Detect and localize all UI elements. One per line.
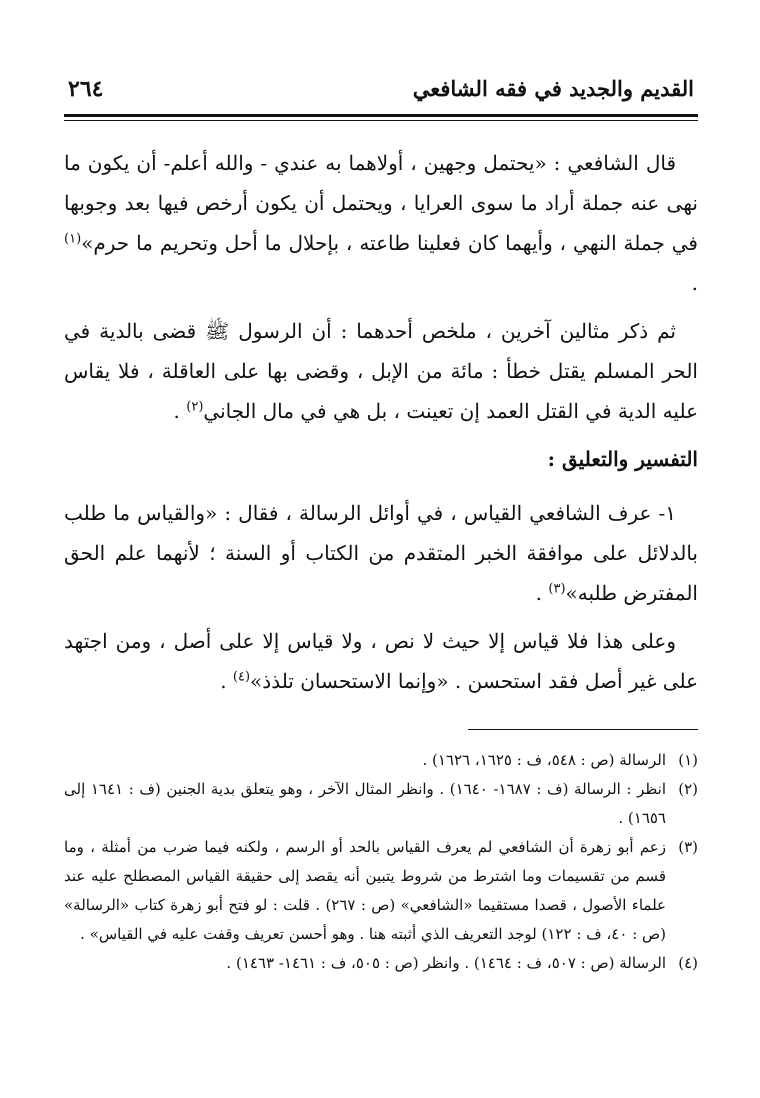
footnote: [64, 775, 698, 833]
main-text: [64, 143, 698, 701]
paragraph-text: قال الشافعي : «يحتمل وجهين ، أولاهما به عندي - والله أعلم- أن يكون ما نهى عنه جملة أراد ما سوى العرايا ، ويحتمل أن يكون أرخص فيها بعد وجوبها في جملة النهي ، وأيهما كان فعلينا طاعته ، بإحلال ما أحل وتحريم ما حرم»: [64, 151, 698, 255]
footnote-number: (١): [678, 751, 698, 769]
footnote: [64, 833, 698, 949]
footnote-ref: (٢): [186, 399, 204, 415]
book-page: [64, 66, 698, 978]
header-rule-thick: [64, 114, 698, 117]
page-number: ٢٦٤: [68, 76, 104, 102]
footnote-separator: [468, 729, 698, 730]
footnote-number: (٣): [678, 838, 698, 856]
paragraph: [64, 493, 698, 613]
header-rule-thin: [64, 120, 698, 121]
footnote-text: الرسالة (ص : ٥٠٧، ف : ١٤٦٤) . وانظر (ص : ٥٠٥، ف : ١٤٦١- ١٤٦٣) .: [226, 954, 666, 972]
paragraph-text: ١- عرف الشافعي القياس ، في أوائل الرسالة ، فقال : «والقياس ما طلب بالدلائل على موافقة الخبر المتقدم من الكتاب أو السنة ؛ لأنهما علم الحق المفترض طلبه»: [64, 501, 698, 605]
footnote-number: (٢): [678, 780, 698, 798]
footnote: [64, 949, 698, 978]
footnote-ref: (٤): [232, 669, 251, 685]
paragraph-text: ثم ذكر مثالين آخرين ، ملخص أحدهما : أن الرسول ﷺ قضى بالدية في الحر المسلم يقتل خطأ : مائة من الإبل ، وقضى بها على العاقلة ، فلا يقاس عليه الدية في القتل العمد إن تعينت ، بل هي في مال الجاني: [64, 319, 698, 423]
section-heading: التفسير والتعليق :: [547, 447, 698, 471]
paragraph: [64, 143, 698, 303]
paragraph: [64, 621, 698, 701]
footnote: [64, 746, 698, 775]
footnote-number: (٤): [678, 954, 698, 972]
paragraph-tail: .: [173, 399, 187, 423]
footnote-text: زعم أبو زهرة أن الشافعي لم يعرف القياس بالحد أو الرسم ، ولكنه فيما ضرب من أمثلة ، وما قسم من تقسيمات وما اشترط من شروط يتبين أنه يقصد إلى حقيقة القياس المصطلح عليه عند علماء الأصول ، قصدا مستقيما «الشافعي» (ص : ٢٦٧) . قلت : لو فتح أبو زهرة كتاب «الرسالة» (ص : ٤٠، ف : ١٢٢) لوجد التعريف الذي أثبته هنا . وهو أحسن تعريف وقفت عليه في القياس» .: [64, 838, 666, 943]
paragraph-text: وعلى هذا فلا قياس إلا حيث لا نص ، ولا قياس إلا على أصل ، ومن اجتهد على غير أصل فقد استحسن . «وإنما الاستحسان تلذذ»: [64, 629, 698, 693]
paragraph-tail: .: [535, 581, 549, 605]
footnote-ref: (١): [64, 231, 82, 247]
footnote-text: انظر : الرسالة (ف : ١٦٨٧- ١٦٤٠) . وانظر المثال الآخر ، وهو يتعلق بدية الجنين (ف : ١٦٤١ إلى ١٦٥٦) .: [64, 780, 666, 827]
footnote-text: الرسالة (ص : ٥٤٨، ف : ١٦٢٥، ١٦٢٦) .: [422, 751, 666, 769]
running-title: القديم والجديد في فقه الشافعي: [412, 76, 694, 101]
paragraph-tail: .: [220, 669, 233, 693]
footnote-ref: (٣): [548, 581, 566, 597]
running-header: [64, 66, 698, 112]
paragraph-tail: .: [691, 271, 698, 295]
footnotes: [64, 746, 698, 978]
paragraph: [64, 311, 698, 431]
